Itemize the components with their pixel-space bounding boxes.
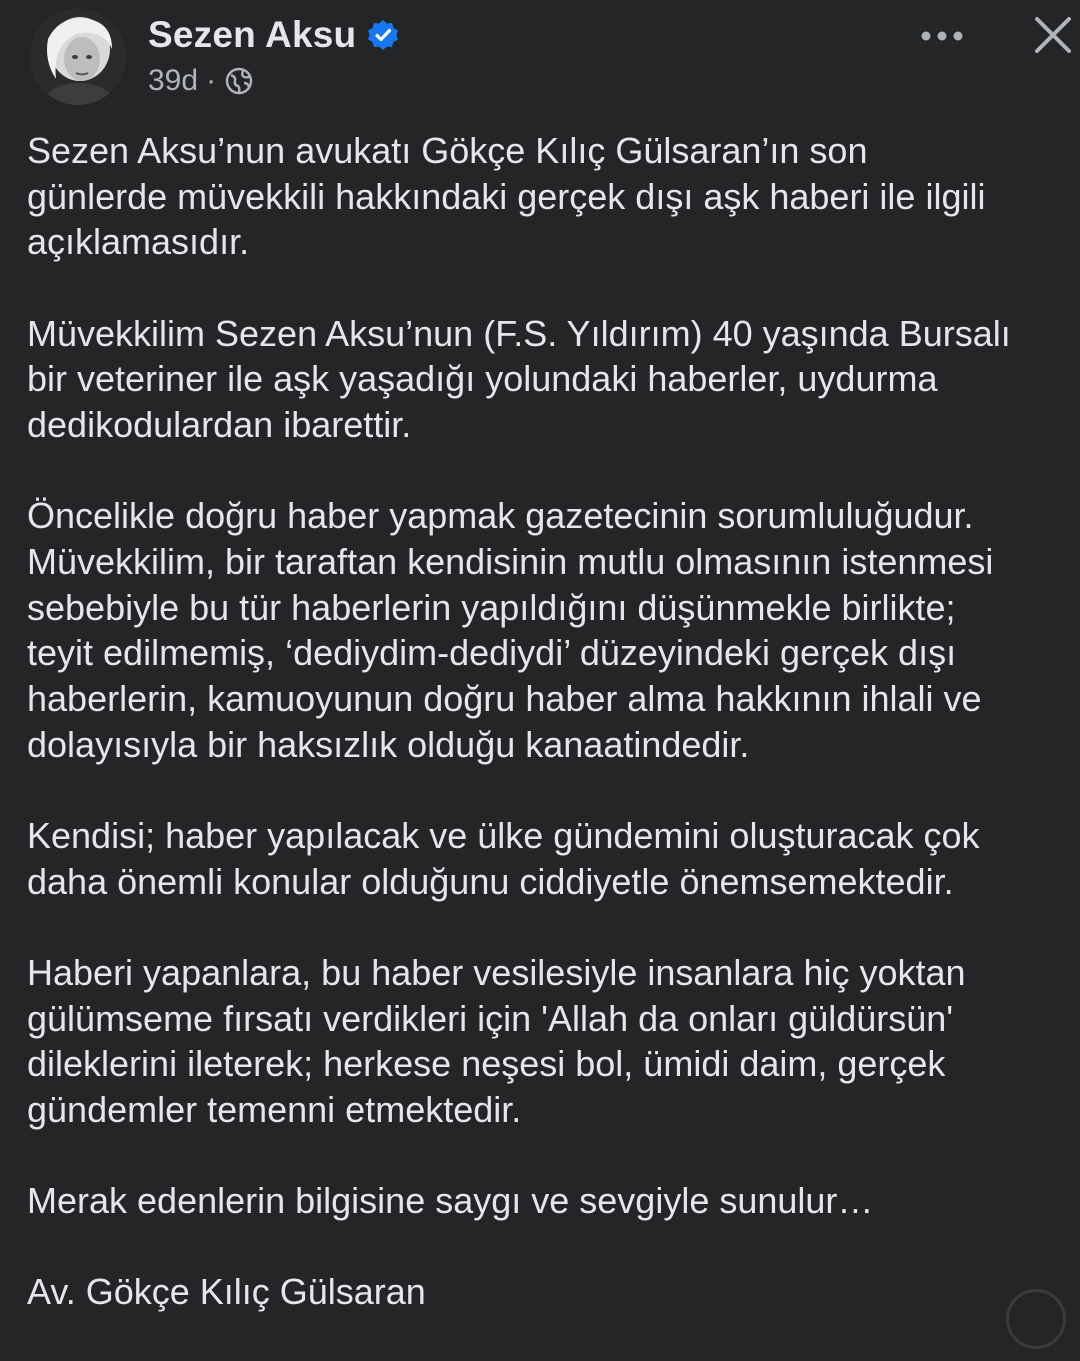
post-header — [0, 0, 1080, 120]
globe-icon — [224, 66, 254, 96]
post-paragraph-intro: Sezen Aksu’nun avukatı Gökçe Kılıç Gülsaran’ın son günlerde müvekkili hakkındaki gerçek dışı aşk haberi ile ilgili açıklamasıdır. — [27, 130, 986, 263]
post-body — [27, 128, 1077, 1361]
verified-badge-icon — [366, 18, 400, 52]
more-horizontal-icon — [920, 30, 964, 42]
meta-separator: · — [206, 64, 217, 97]
more-options-button[interactable] — [912, 14, 972, 58]
avatar[interactable] — [30, 9, 126, 105]
close-button[interactable] — [1026, 8, 1080, 62]
author-row — [148, 14, 400, 56]
post-paragraph-wishes: Haberi yapanlara, bu haber vesilesiyle insanlara hiç yoktan gülümseme fırsatı verdikleri için 'Allah da onları güldürsün' dileklerini ileterek; herkese neşesi bol, ümidi daim, gerçek gündemler temenni etmektedir. — [27, 951, 966, 1130]
author-name[interactable]: Sezen Aksu — [148, 14, 357, 55]
post-timestamp[interactable]: 39d — [148, 64, 199, 97]
post-paragraph-journalism: Öncelikle doğru haber yapmak gazetecinin sorumluluğudur. Müvekkilim, bir taraftan kendisinin mutlu olmasının istenmesi sebebiyle bu tür haberlerin yapıldığını düşünmekle birlikte; teyit edilmemiş, ‘dediydim-dediydi’ düzeyindeki gerçek dışı haberlerin, kamuoyunun doğru haber alma hakkının ihlali ve dolayısıyla bir haksızlık olduğu kanaatindedir. — [27, 495, 994, 765]
post-paragraph-agenda: Kendisi; haber yapılacak ve ülke gündemini oluşturacak çok daha önemli konular olduğunu ciddiyetle önemsemektedir. — [27, 814, 980, 902]
post-signature: Av. Gökçe Kılıç Gülsaran — [27, 1271, 426, 1313]
post-paragraph-denial: Müvekkilim Sezen Aksu’nun (F.S. Yıldırım) 40 yaşında Bursalı bir veteriner ile aşk yaşadığı yolundaki haberler, uydurma dedikodulardan ibarettir. — [27, 312, 1011, 446]
post-paragraph-closing: Merak edenlerin bilgisine saygı ve sevgiyle sunulur… — [27, 1180, 874, 1222]
post-meta — [148, 64, 254, 98]
avatar-photo — [30, 9, 126, 105]
close-icon — [1033, 15, 1073, 55]
scroll-hint-circle — [1006, 1289, 1066, 1349]
